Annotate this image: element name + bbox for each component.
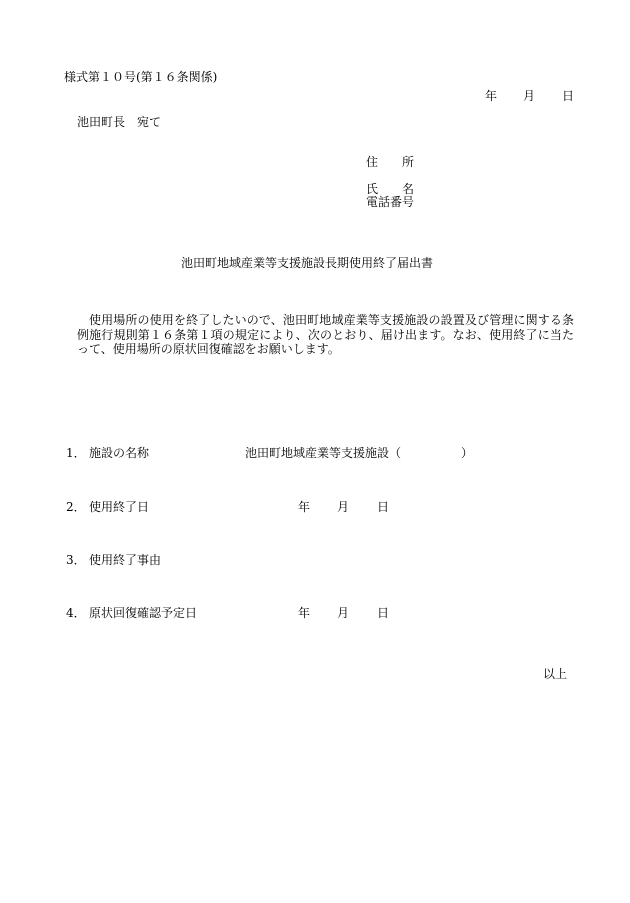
addressee: 池田町長 宛て [77, 115, 162, 129]
form-number: 様式第１０号(第１６条関係) [64, 70, 218, 84]
item-2-label: 使用終了日 [89, 500, 150, 514]
item-4-number: 4． [66, 606, 86, 620]
body-paragraph: 使用場所の使用を終了したいので、池田町地域産業等支援施設の設置及び管理に関する条例施行規則第１６条第１項の規定により、次のとおり、届け出ます。なお、使用終了に当たって、使用場所の原状回復確認をお願いします。 [77, 313, 574, 356]
item-2-year: 年 [298, 500, 311, 514]
date-day-label: 日 [562, 89, 575, 103]
name-label: 氏 名 [366, 182, 415, 196]
item-1-label: 施設の名称 [89, 446, 150, 460]
item-4-label: 原状回復確認予定日 [89, 606, 198, 620]
item-1-number: 1． [66, 446, 86, 460]
document-title: 池田町地域産業等支援施設長期使用終了届出書 [181, 256, 434, 270]
phone-label: 電話番号 [366, 195, 415, 209]
item-2-number: 2． [66, 500, 86, 514]
item-3-label: 使用終了事由 [89, 553, 162, 567]
item-2-day: 日 [377, 500, 390, 514]
item-4-year: 年 [298, 606, 311, 620]
date-month-label: 月 [523, 89, 536, 103]
item-3-number: 3． [66, 553, 86, 567]
item-1-value: 池田町地域産業等支援施設（ ） [245, 446, 474, 460]
closing-text: 以上 [543, 667, 568, 681]
item-2-month: 月 [337, 500, 350, 514]
item-4-month: 月 [337, 606, 350, 620]
item-4-day: 日 [377, 606, 390, 620]
address-label: 住 所 [366, 155, 415, 169]
date-year-label: 年 [485, 89, 498, 103]
